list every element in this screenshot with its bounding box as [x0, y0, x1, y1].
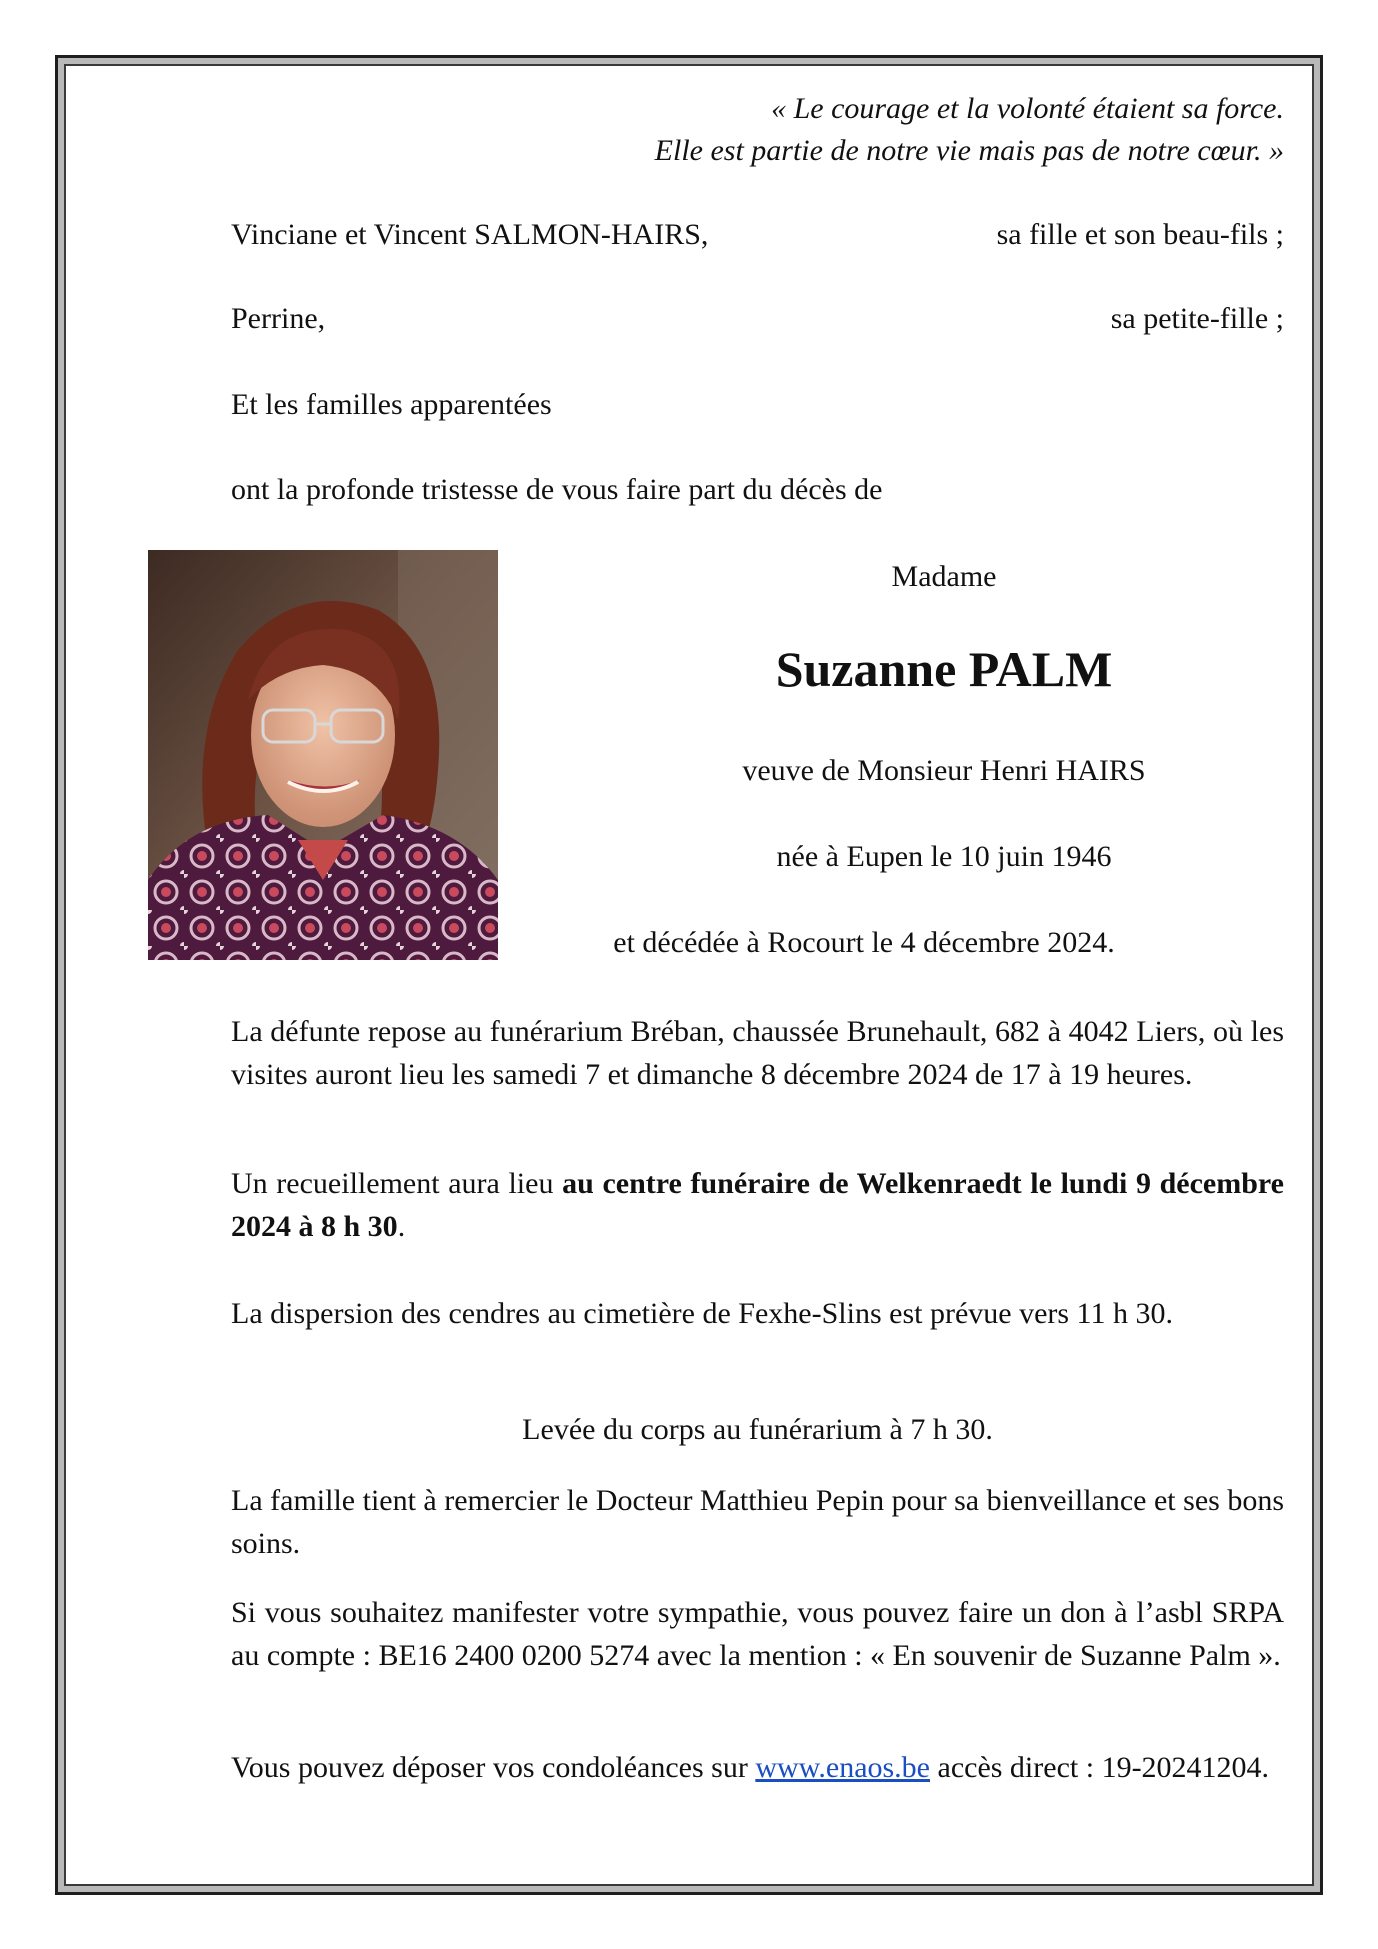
condolences-prefix: Vous pouvez déposer vos condoléances sur: [231, 1751, 756, 1784]
family-name: Perrine,: [231, 302, 326, 335]
dispersion-paragraph: La dispersion des cendres au cimetière de Fexhe-Slins est prévue vers 11 h 30.: [231, 1297, 1173, 1330]
family-name: Vinciane et Vincent SALMON-HAIRS,: [231, 218, 709, 251]
family-relation: sa petite-fille ;: [1110, 302, 1284, 335]
inner-frame: [64, 64, 1314, 1886]
donation-paragraph: Si vous souhaitez manifester votre sympathie, vous pouvez faire un don à l’asbl SRPA au compte : BE16 2400 0200 5274 avec la mention : « En souvenir de Suzanne Palm ».: [231, 1596, 1284, 1672]
birth-line: née à Eupen le 10 juin 1946: [776, 840, 1112, 873]
salutation: Madame: [891, 560, 997, 593]
enaos-link[interactable]: www.enaos.be: [755, 1751, 930, 1784]
family-line-daughter: [231, 214, 1284, 256]
thanks-paragraph: La famille tient à remercier le Docteur Matthieu Pepin pour sa bienveillance et ses bons soins.: [231, 1484, 1284, 1560]
widow-line: veuve de Monsieur Henri HAIRS: [742, 754, 1146, 787]
rest-paragraph: La défunte repose au funérarium Bréban, chaussée Brunehault, 682 à 4042 Liers, où les visites auront lieu les samedi 7 et dimanche 8 décembre 2024 de 17 à 19 heures.: [231, 1015, 1284, 1091]
epigraph-quote: [231, 88, 1284, 172]
gathering-prefix: Un recueillement aura lieu: [231, 1167, 563, 1200]
gathering-details: au centre funéraire de Welkenraedt le lundi 9 décembre 2024 à 8 h 30: [231, 1167, 1284, 1243]
quote-line-2: Elle est partie de notre vie mais pas de notre cœur. »: [654, 134, 1284, 167]
death-line: et décédée à Rocourt le 4 décembre 2024.: [613, 926, 1115, 959]
portrait-svg: [148, 550, 498, 960]
condolences-suffix: accès direct : 19-20241204.: [930, 1751, 1270, 1784]
levee-line: Levée du corps au funérarium à 7 h 30.: [522, 1413, 993, 1446]
condolences-paragraph: [231, 1746, 1284, 1789]
family-relation: sa fille et son beau-fils ;: [996, 218, 1284, 251]
gathering-paragraph: [231, 1162, 1284, 1248]
gathering-suffix: .: [397, 1210, 406, 1243]
families-line: Et les familles apparentées: [231, 388, 552, 421]
announcement-line: ont la profonde tristesse de vous faire part du décès de: [231, 473, 883, 506]
family-line-granddaughter: [231, 298, 1284, 340]
deceased-name: Suzanne PALM: [775, 641, 1113, 697]
quote-line-1: « Le courage et la volonté étaient sa force.: [771, 92, 1284, 125]
portrait-photo-icon: [148, 550, 498, 960]
